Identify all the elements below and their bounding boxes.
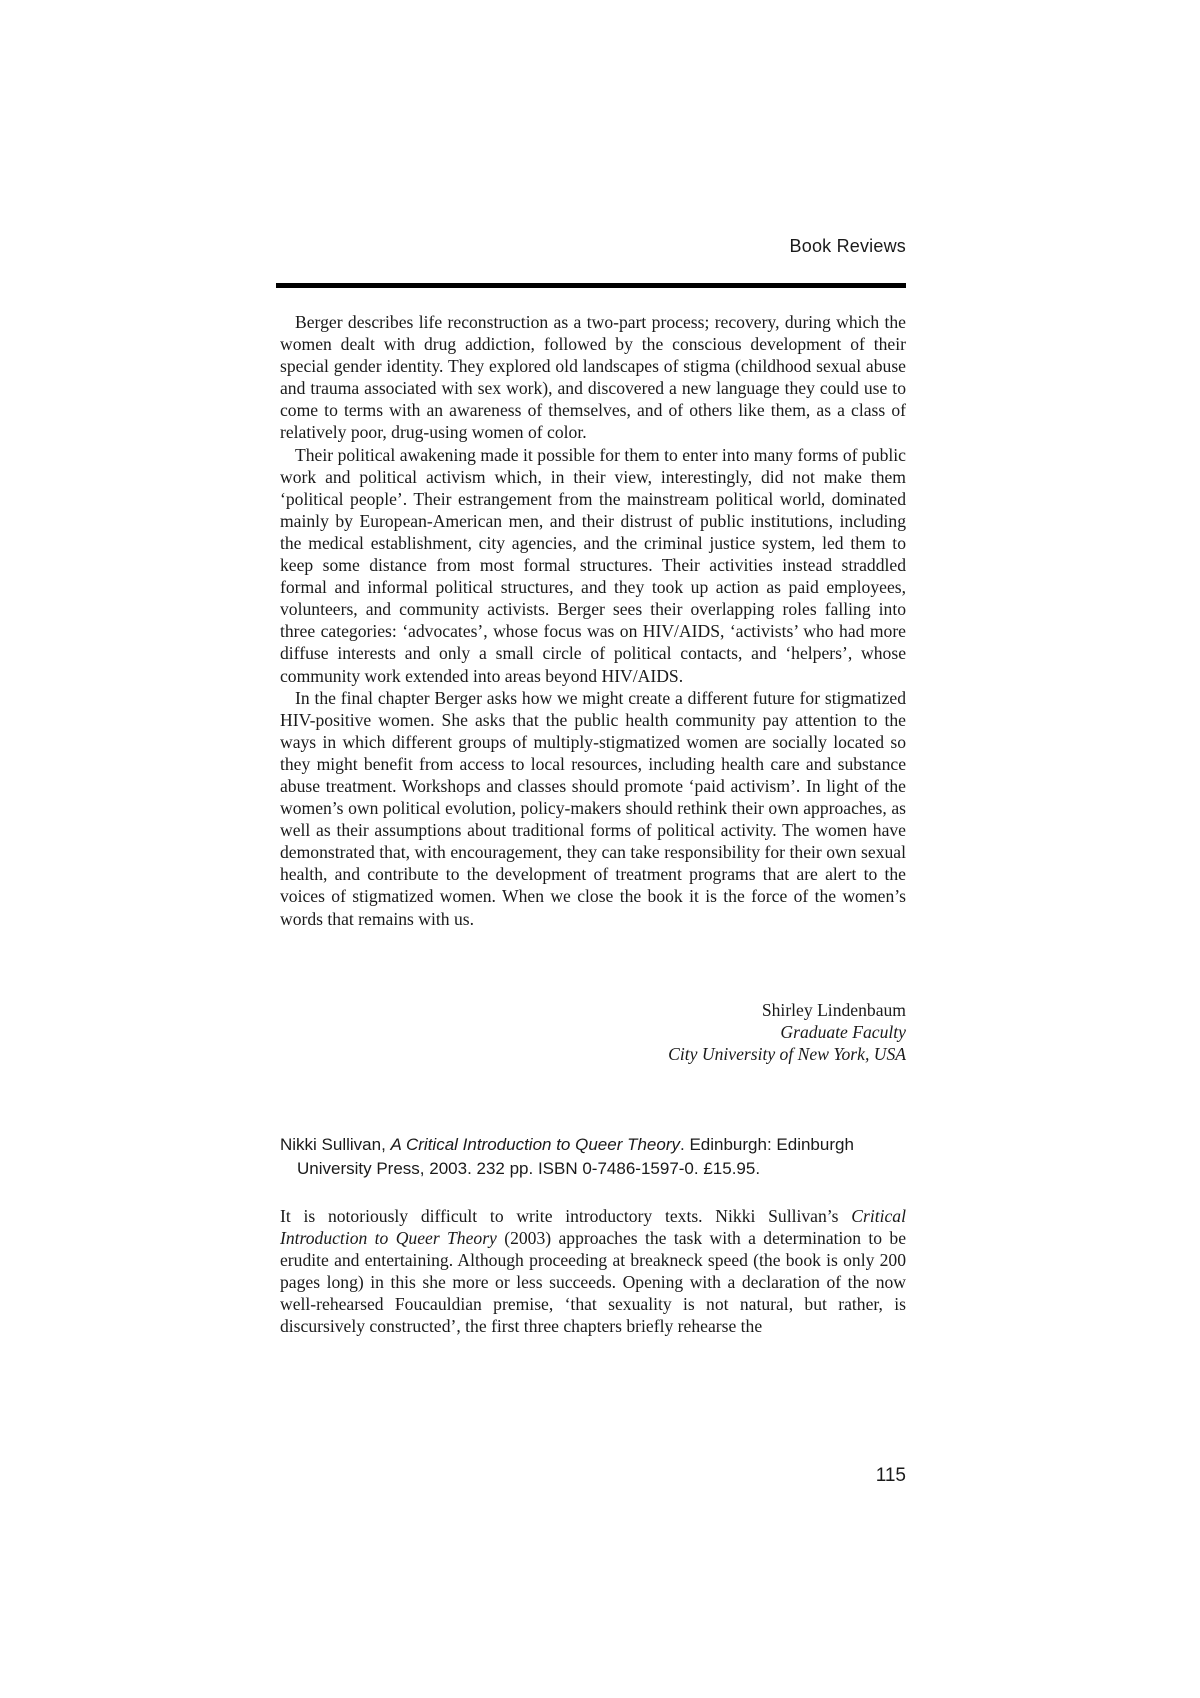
page-number: 115 (875, 1465, 906, 1486)
book-citation (280, 1133, 906, 1181)
review-paragraph-1: Berger describes life reconstruction as a two-part process; recovery, during which the women dealt with drug addiction, followed by the conscious development of their special gender identity. They explored old landscapes of stigma (childhood sexual abuse and trauma associated with sex work), and discovered a new language they could use to come to terms with an awareness of themselves, and of others like them, as a class of relatively poor, drug-using women of color. (280, 312, 906, 443)
second-review-body (280, 1205, 906, 1338)
reviewer-name: Shirley Lindenbaum (761, 1000, 906, 1020)
header-rule (276, 283, 906, 288)
second-review-book-title: Critical Introduction to Queer Theory (280, 1206, 906, 1249)
second-review-text-end: (2003) approaches the task with a determination to be erudite and entertaining. Although proceeding at breakneck speed (the book is only 200 pages long) in this she more or less succeeds. Opening with a declaration of the now well-rehearsed Foucauldian premise, ‘that sexuality is not natural, but rather, is discursively constructed’, the first three chapters briefly rehearse the (280, 1228, 907, 1337)
running-head: Book Reviews (789, 236, 906, 256)
reviewer-affiliation-university: City University of New York, USA (668, 1044, 906, 1064)
citation-details: . Edinburgh: Edinburgh University Press, 2003. 232 pp. ISBN 0-7486-1597-0. £15.95. (297, 1135, 854, 1178)
review-paragraph-2: Their political awakening made it possible for them to enter into many forms of public work and political activism which, in their view, interestingly, did not make them ‘political people’. Their estrangement from the mainstream political world, dominated mainly by European-American men, and their distrust of public institutions, including the medical establishment, city agencies, and the criminal justice system, led them to keep some distance from most formal structures. Their activities instead straddled formal and informal political structures, and they took up action as paid employees, volunteers, and community activists. Berger sees their overlapping roles falling into three categories: ‘advocates’, whose focus was on HIV/AIDS, ‘activists’ who had more diffuse interests and only a small circle of political contacts, and ‘helpers’, whose community work extended into areas beyond HIV/AIDS. (280, 444, 906, 686)
second-review-text-start: It is notoriously difficult to write introductory texts. Nikki Sullivan’s (280, 1206, 852, 1226)
citation-author: Nikki Sullivan, (280, 1135, 391, 1154)
review-body (280, 311, 906, 930)
second-review-paragraph (280, 1205, 906, 1338)
citation-title: A Critical Introduction to Queer Theory (390, 1135, 680, 1154)
reviewer-signature (668, 999, 906, 1065)
reviewer-affiliation-faculty: Graduate Faculty (780, 1022, 906, 1042)
review-paragraph-3: In the final chapter Berger asks how we might create a different future for stigmatized HIV-positive women. She asks that the public health community pay attention to the ways in which different groups of multiply-stigmatized women are socially located so they might benefit from access to local resources, including health care and substance abuse treatment. Workshops and classes should promote ‘paid activism’. In light of the women’s own political evolution, policy-makers should rethink their own approaches, as well as their assumptions about traditional forms of political activity. The women have demonstrated that, with encouragement, they can take responsibility for their own sexual health, and contribute to the development of treatment programs that are alert to the voices of stigmatized women. When we close the book it is the force of the women’s words that remains with us. (280, 687, 906, 929)
